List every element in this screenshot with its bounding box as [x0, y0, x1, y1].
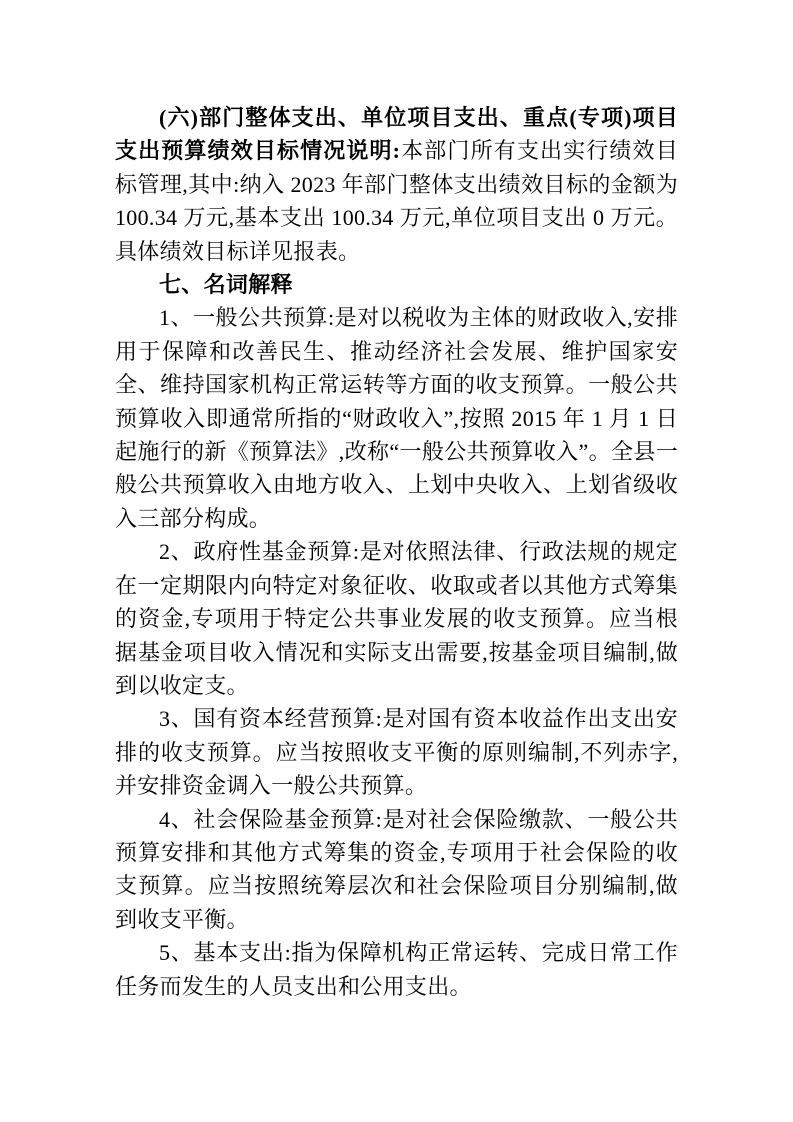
text-run: 4、社会保险基金预算:是对社会保险缴款、一般公共预算安排和其他方式筹集的资金,专项用于社会保险的收支预算。应当按照统筹层次和社会保险项目分别编制,做到收支平衡。	[115, 806, 678, 932]
text-run: 1、一般公共预算:是对以税收为主体的财政收入,安排用于保障和改善民生、推动经济社会发展、维护国家安全、维持国家机构正常运转等方面的收支预算。一般公共预算收入即通常所指的“财政收入”,按照 2015 年 1 月 1 日起施行的新《预算法》,改称“一般公共预算收入”。全县一般公共预算收入由地方收入、上划中央收入、上划省级收入三部分构成。	[115, 305, 678, 531]
text-run: 本部门所有支出实行绩效目标管理,其中:纳入 2023 年部门整体支出绩效目标的金额为 100.34 万元,基本支出 100.34 万元,单位项目支出 0 万元。具体绩效目标详见报表。	[115, 138, 678, 264]
paragraph	[115, 702, 678, 802]
text-run: 5、基本支出:指为保障机构正常运转、完成日常工作任务而发生的人员支出和公用支出。	[115, 940, 678, 999]
document-body	[115, 101, 678, 1003]
section-heading	[115, 268, 678, 301]
paragraph	[115, 936, 678, 1003]
text-run: 七、名词解释	[159, 272, 293, 298]
text-run: 2、政府性基金预算:是对依照法律、行政法规的规定在一定期限内向特定对象征收、收取或者以其他方式筹集的资金,专项用于特定公共事业发展的收支预算。应当根据基金项目收入情况和实际支出需要,按基金项目编制,做到以收定支。	[115, 539, 678, 698]
paragraph	[115, 301, 678, 535]
paragraph	[115, 803, 678, 937]
paragraph	[115, 101, 678, 268]
paragraph	[115, 535, 678, 702]
text-run: 3、国有资本经营预算:是对国有资本收益作出支出安排的收支预算。应当按照收支平衡的原则编制,不列赤字,并安排资金调入一般公共预算。	[115, 706, 678, 799]
text-run: (六)部门整体支出、单位项目支出、重点(专项)项目支出预算绩效目标情况说明:	[115, 105, 678, 164]
